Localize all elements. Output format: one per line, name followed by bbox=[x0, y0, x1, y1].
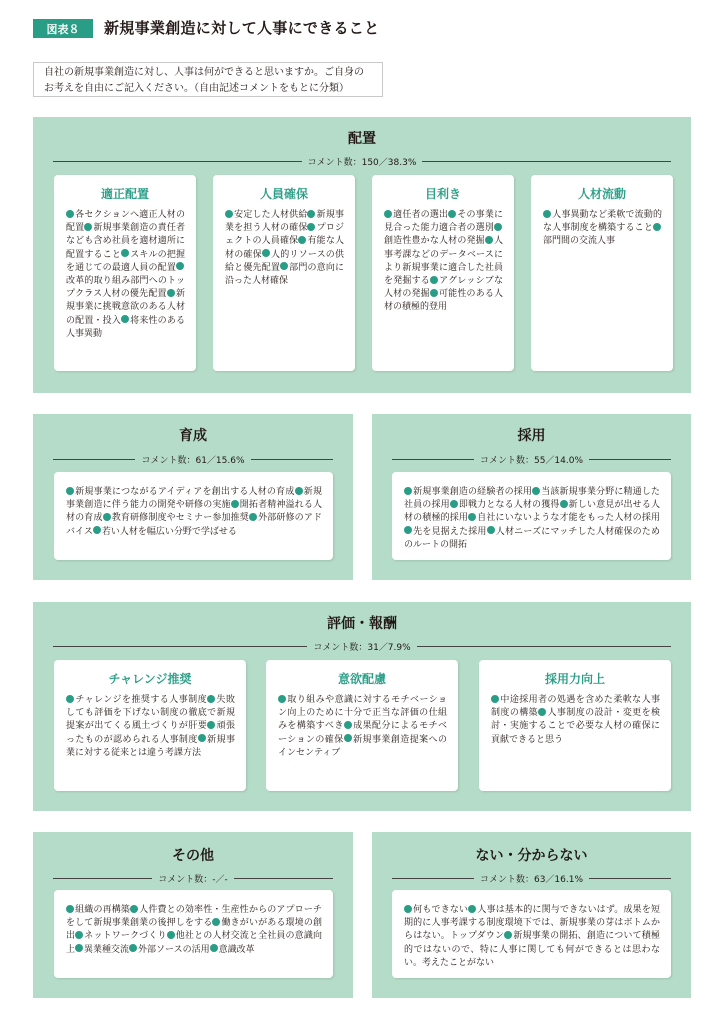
comment-item: 何もできない bbox=[404, 905, 468, 915]
section-evaluation-reward bbox=[33, 602, 691, 811]
bullet-dot-icon bbox=[504, 931, 512, 939]
comment-item: 先を見据えた採用 bbox=[404, 527, 487, 537]
bullet-dot-icon bbox=[176, 262, 184, 270]
bullet-dot-icon bbox=[404, 487, 412, 495]
bullet-dot-icon bbox=[560, 500, 568, 508]
section-title: 配置 bbox=[348, 131, 376, 147]
bullet-dot-icon bbox=[430, 276, 438, 284]
card-development bbox=[54, 472, 333, 560]
comment-item: 中途採用者の処遇を含めた柔軟な人事制度の構築 bbox=[491, 695, 660, 719]
bullet-dot-icon bbox=[430, 289, 438, 297]
comment-item: 新規事業創造に伴う能力の開発や研修の実施 bbox=[66, 487, 322, 511]
card-body bbox=[54, 694, 246, 760]
card-title: 意欲配慮 bbox=[337, 672, 386, 686]
comment-item: 創造性豊かな人材の発掘 bbox=[384, 223, 503, 246]
bullet-dot-icon bbox=[75, 931, 83, 939]
bullet-dot-icon bbox=[491, 695, 499, 703]
card-title: 目利き bbox=[424, 187, 461, 201]
comment-item: 新しい意見が出せる人材の積極的採用 bbox=[404, 500, 660, 524]
card-recruitment bbox=[392, 472, 671, 560]
bullet-dot-icon bbox=[66, 487, 74, 495]
comment-item: 改革的取り組み部門へのトップクラス人材の優先配置 bbox=[66, 263, 185, 299]
comment-item: アグレッシブな人材の発掘 bbox=[384, 276, 503, 300]
card-body bbox=[54, 209, 196, 341]
bullet-dot-icon bbox=[198, 734, 206, 742]
bullet-dot-icon bbox=[307, 223, 315, 231]
comment-item: 成果配分によるモチベーションの確保 bbox=[278, 721, 447, 745]
section-development bbox=[33, 414, 353, 580]
comment-item: 人事は基本的に関与できないはず。成果を短期的に人事考課する制度環境下では、新規事業の芽はボトムからはない。トップダウン bbox=[404, 905, 660, 942]
bullet-dot-icon bbox=[307, 210, 315, 218]
comment-item: 新規事業に対する従来とは違う考課方法 bbox=[66, 734, 235, 758]
card-title: 人員確保 bbox=[259, 187, 308, 201]
bullet-dot-icon bbox=[103, 513, 111, 521]
bullet-dot-icon bbox=[344, 721, 352, 729]
bullet-dot-icon bbox=[538, 708, 546, 716]
bullet-dot-icon bbox=[543, 210, 551, 218]
comment-count: コメント数：63／16.1% bbox=[392, 872, 671, 885]
bullet-dot-icon bbox=[75, 944, 83, 952]
comment-item: 安定した人材供給 bbox=[225, 210, 307, 220]
comment-count: コメント数：150／38.3% bbox=[53, 155, 671, 168]
bullet-dot-icon bbox=[468, 905, 476, 913]
card-title: 採用力向上 bbox=[544, 672, 605, 686]
comment-item: 即戦力となる人材の獲得 bbox=[450, 500, 560, 510]
comment-item: 適任者の選出 bbox=[384, 210, 448, 220]
comment-item: 教育研修制度やセミナー参加推奨 bbox=[103, 513, 249, 523]
card-title: チャレンジ推奨 bbox=[108, 672, 192, 686]
bullet-dot-icon bbox=[121, 315, 129, 323]
comment-item: チャレンジを推奨する人事制度 bbox=[66, 695, 207, 705]
comment-item: 新規事業の開拓、創造について積極的ではないので、特に人事に関しても何ができるとは思わない。考えたことがない bbox=[404, 931, 660, 968]
card-recruiting-power bbox=[479, 660, 671, 791]
bullet-dot-icon bbox=[404, 905, 412, 913]
comment-item: 新規事業創造提案へのインセンティブ bbox=[278, 734, 447, 758]
comment-count: コメント数：61／15.6% bbox=[53, 453, 333, 466]
bullet-dot-icon bbox=[130, 905, 138, 913]
bullet-dot-icon bbox=[344, 734, 352, 742]
bullet-dot-icon bbox=[298, 236, 306, 244]
comment-item: 頑張ったものが認められる人事制度 bbox=[66, 721, 235, 745]
card-none-unknown bbox=[392, 890, 671, 978]
card-staff-securing bbox=[213, 175, 355, 371]
comment-item: 異業種交流 bbox=[75, 945, 129, 955]
comment-item: プロジェクトの人員確保 bbox=[225, 223, 344, 247]
comment-item: 人事制度の設計・変更を検討・実施することで必要な人材の確保に貢献できると思う bbox=[491, 708, 660, 745]
card-appropriate-placement bbox=[54, 175, 196, 371]
comment-item: 働きがいがある環境の創出 bbox=[66, 918, 322, 942]
comment-item: 人材ニーズにマッチした人材確保のためのルートの開拓 bbox=[404, 526, 660, 550]
comment-item: 部門間の交流人事 bbox=[543, 223, 662, 246]
comment-count: コメント数：-／- bbox=[53, 872, 333, 885]
bullet-dot-icon bbox=[404, 526, 412, 534]
card-motivation-consideration bbox=[266, 660, 458, 791]
comment-item: 新規事業創造の責任者なども含め社員を適材適所に配置すること bbox=[66, 223, 185, 260]
section-other bbox=[33, 832, 353, 998]
bullet-dot-icon bbox=[448, 210, 456, 218]
card-talent-mobility bbox=[531, 175, 673, 371]
bullet-dot-icon bbox=[210, 944, 218, 952]
bullet-dot-icon bbox=[485, 236, 493, 244]
figure-title: 新規事業創造に対して人事にできること bbox=[104, 19, 380, 37]
bullet-dot-icon bbox=[121, 249, 129, 257]
comment-item: 自社にいないような才能をもった人材の採用 bbox=[468, 513, 660, 523]
comment-item: 有能な人材の確保 bbox=[225, 236, 344, 260]
card-body bbox=[54, 904, 333, 957]
card-body bbox=[266, 694, 458, 760]
comment-item: 人事考課などのデータベースにより新規事業に適合した社員を発掘する bbox=[384, 236, 503, 287]
bullet-dot-icon bbox=[66, 210, 74, 218]
card-body bbox=[392, 904, 671, 970]
bullet-dot-icon bbox=[278, 695, 286, 703]
comment-item: 取り組みや意識に対するモチベーション向上のために十分で正当な評価の仕組みを構築すべき bbox=[278, 695, 447, 732]
section-recruitment bbox=[372, 414, 691, 580]
comment-item: 当該新規事業分野に精通した社員の採用 bbox=[404, 487, 660, 511]
bullet-dot-icon bbox=[167, 289, 175, 297]
card-body bbox=[479, 694, 671, 747]
comment-count: コメント数：31／7.9% bbox=[53, 640, 671, 653]
bullet-dot-icon bbox=[532, 487, 540, 495]
comment-item: スキルの把握を通じての最適人員の配置 bbox=[66, 249, 185, 273]
comment-item: 人事異動など柔軟で流動的な人事制度を構築すること bbox=[543, 210, 662, 234]
comment-item: 新規事業につながるアイディアを創出する人材の育成 bbox=[66, 487, 295, 497]
section-title: 採用 bbox=[517, 428, 546, 444]
bullet-dot-icon bbox=[207, 721, 215, 729]
bullet-dot-icon bbox=[84, 223, 92, 231]
comment-item: 将来性のある人事異動 bbox=[66, 315, 185, 339]
section-none-unknown bbox=[372, 832, 691, 998]
bullet-dot-icon bbox=[653, 223, 661, 231]
comment-item: 各セクションへ適正人材の配置 bbox=[66, 210, 185, 234]
card-body bbox=[213, 209, 355, 288]
card-challenge-encouragement bbox=[54, 660, 246, 791]
question-line-1: 自社の新規事業創造に対し、人事は何ができると思いますか。ご自身の bbox=[44, 67, 364, 78]
card-other bbox=[54, 890, 333, 978]
bullet-dot-icon bbox=[249, 513, 257, 521]
comment-item: 外部ソースの活用 bbox=[129, 945, 210, 955]
bullet-dot-icon bbox=[231, 500, 239, 508]
bullet-dot-icon bbox=[494, 223, 502, 231]
comment-item: 開拓者精神溢れる人材の育成 bbox=[66, 500, 322, 524]
comment-item: 新規事業を担う人材の確保 bbox=[225, 210, 344, 234]
bullet-dot-icon bbox=[468, 513, 476, 521]
question-box bbox=[33, 62, 383, 97]
card-title: 人材流動 bbox=[577, 187, 626, 201]
comment-count: コメント数：55／14.0% bbox=[392, 453, 671, 466]
section-title: 育成 bbox=[179, 428, 207, 444]
comment-item: 若い人材を幅広い分野で学ばせる bbox=[93, 527, 237, 537]
comment-item: 可能性のある人材の積極的登用 bbox=[384, 289, 503, 313]
section-title: 評価・報酬 bbox=[327, 616, 397, 632]
card-title: 適正配置 bbox=[100, 187, 149, 201]
bullet-dot-icon bbox=[167, 931, 175, 939]
card-body bbox=[372, 209, 514, 315]
comment-item: ネットワークづくり bbox=[75, 931, 166, 941]
card-talent-discernment bbox=[372, 175, 514, 371]
comment-item: 外部研修のアドバイス bbox=[66, 513, 322, 537]
bullet-dot-icon bbox=[384, 210, 392, 218]
bullet-dot-icon bbox=[66, 695, 74, 703]
comment-item: 意識改革 bbox=[210, 945, 255, 955]
bullet-dot-icon bbox=[212, 918, 220, 926]
comment-item: 失敗しても評価を下げない制度の徹底で新規提案が出てくる風土づくりが肝要 bbox=[66, 695, 235, 732]
bullet-dot-icon bbox=[93, 526, 101, 534]
bullet-dot-icon bbox=[262, 249, 270, 257]
card-body bbox=[531, 209, 673, 249]
comment-item: 人的リソースの供給と優先配置 bbox=[225, 249, 344, 273]
section-placement bbox=[33, 117, 691, 393]
section-title: その他 bbox=[172, 848, 214, 864]
bullet-dot-icon bbox=[487, 526, 495, 534]
bullet-dot-icon bbox=[450, 500, 458, 508]
comment-item: 新規事業に挑戦意欲のある人材の配置・投入 bbox=[66, 289, 185, 326]
comment-item: 人件費との効率性・生産性からのアプローチをして新規事業創業の後押しをする bbox=[66, 905, 322, 929]
comment-item: 組織の再構築 bbox=[66, 905, 130, 915]
bullet-dot-icon bbox=[129, 944, 137, 952]
comment-item: 部門の意向に沿った人材確保 bbox=[225, 262, 344, 287]
figure-label: 図表８ bbox=[33, 19, 93, 38]
card-body bbox=[54, 486, 333, 539]
section-title: ない・分からない bbox=[475, 848, 588, 864]
bullet-dot-icon bbox=[295, 487, 303, 495]
comment-item: その事業に見合った能力適合者の選別 bbox=[384, 210, 503, 234]
comment-item: 新規事業創造の経験者の採用 bbox=[404, 487, 532, 497]
bullet-dot-icon bbox=[207, 695, 215, 703]
bullet-dot-icon bbox=[225, 210, 233, 218]
bullet-dot-icon bbox=[66, 905, 74, 913]
card-body bbox=[392, 486, 671, 552]
question-line-2: お考えを自由にご記入ください。（自由記述コメントをもとに分類） bbox=[44, 83, 349, 94]
comment-item: 他社との人材交流と全社員の意識向上 bbox=[66, 931, 322, 955]
bullet-dot-icon bbox=[280, 262, 288, 270]
